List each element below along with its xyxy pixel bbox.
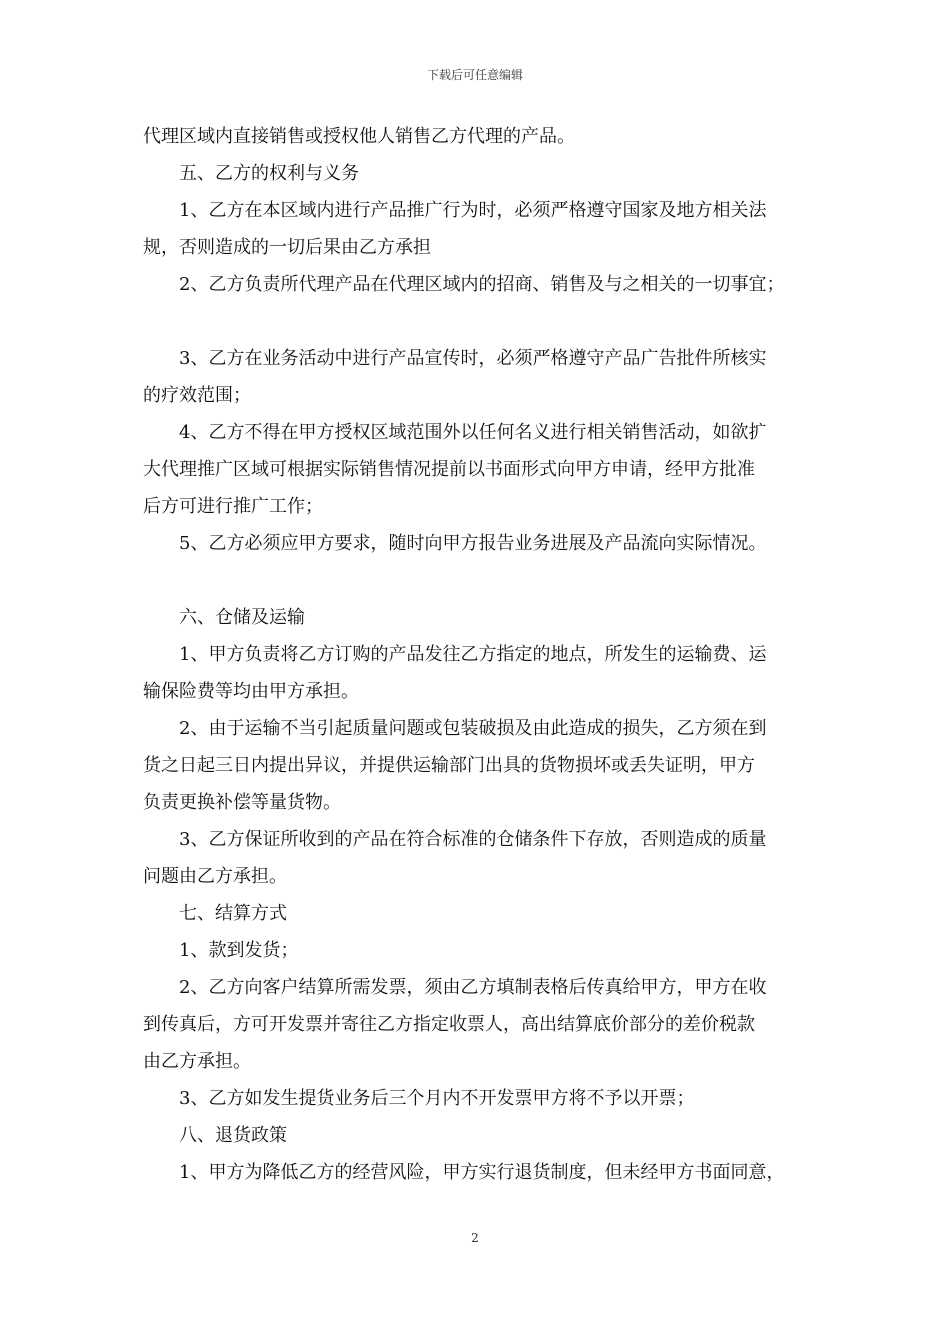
page-header: 下载后可任意编辑 [426, 68, 523, 82]
text-line: 问题由乙方承担。 [143, 866, 287, 887]
text-line: 由乙方承担。 [143, 1051, 251, 1072]
text-line: 3、乙方保证所收到的产品在符合标准的仓储条件下存放，否则造成的质量 [179, 829, 767, 850]
text-line: 1、甲方负责将乙方订购的产品发往乙方指定的地点，所发生的运输费、运 [179, 644, 767, 665]
section-heading: 八、退货政策 [179, 1125, 287, 1146]
text-line: 5、乙方必须应甲方要求，随时向甲方报告业务进展及产品流向实际情况。 [179, 533, 767, 554]
text-line: 后方可进行推广工作； [143, 496, 323, 517]
section-heading: 五、乙方的权利与义务 [179, 163, 359, 184]
document-body [143, 118, 807, 1191]
text-line: 1、款到发货； [179, 940, 299, 961]
text-line: 1、乙方在本区域内进行产品推广行为时，必须严格遵守国家及地方相关法 [179, 200, 767, 221]
text-line: 2、乙方负责所代理产品在代理区域内的招商、销售及与之相关的一切事宜； [179, 274, 785, 295]
text-line: 3、乙方在业务活动中进行产品宣传时，必须严格遵守产品广告批件所核实 [179, 348, 767, 369]
text-line: 货之日起三日内提出异议，并提供运输部门出具的货物损坏或丢失证明，甲方 [143, 755, 755, 776]
text-line: 规，否则造成的一切后果由乙方承担 [143, 237, 431, 258]
text-line: 的疗效范围； [143, 385, 251, 406]
text-line: 1、甲方为降低乙方的经营风险，甲方实行退货制度，但未经甲方书面同意， [179, 1162, 785, 1183]
text-line: 2、由于运输不当引起质量问题或包装破损及由此造成的损失，乙方须在到 [179, 718, 767, 739]
blank-line [143, 562, 807, 599]
text-line: 负责更换补偿等量货物。 [143, 792, 341, 813]
section-heading: 七、结算方式 [179, 903, 287, 924]
text-line: 输保险费等均由甲方承担。 [143, 681, 359, 702]
page-number: 2 [471, 1231, 479, 1245]
text-line: 3、乙方如发生提货业务后三个月内不开发票甲方将不予以开票； [179, 1088, 695, 1109]
text-line: 4、乙方不得在甲方授权区域范围外以任何名义进行相关销售活动，如欲扩 [179, 422, 767, 443]
text-line: 2、乙方向客户结算所需发票，须由乙方填制表格后传真给甲方，甲方在收 [179, 977, 767, 998]
blank-line [143, 303, 807, 340]
text-line: 大代理推广区域可根据实际销售情况提前以书面形式向甲方申请，经甲方批准 [143, 459, 755, 480]
section-heading: 六、仓储及运输 [179, 607, 305, 628]
text-line: 到传真后，方可开发票并寄往乙方指定收票人，高出结算底价部分的差价税款 [143, 1014, 755, 1035]
text-line: 代理区域内直接销售或授权他人销售乙方代理的产品。 [143, 126, 575, 147]
